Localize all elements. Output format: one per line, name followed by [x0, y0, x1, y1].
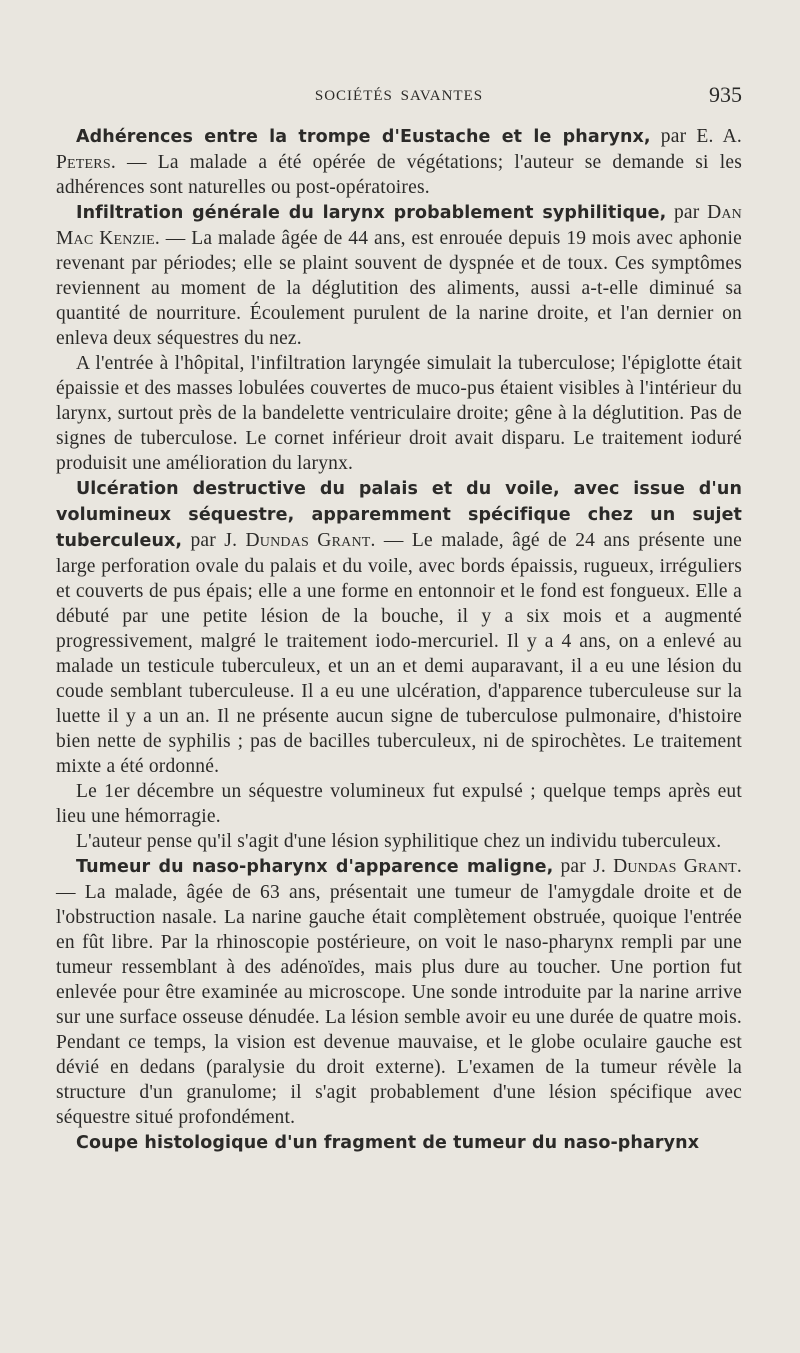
running-title: SOCIÉTÉS SAVANTES — [314, 88, 484, 104]
article-body — [56, 124, 742, 1156]
page-number: 935 — [709, 82, 742, 107]
section-tumeur — [56, 854, 742, 1130]
section-author: E. A. Peters — [56, 126, 743, 173]
section-by: par — [666, 202, 708, 223]
page-header — [56, 82, 742, 118]
section-infiltration — [56, 200, 742, 351]
section-author: J. Dundas Grant — [224, 530, 371, 551]
paragraph-text: L'auteur pense qu'il s'agit d'une lésion syphilitique chez un individu tuberculeux. — [76, 831, 722, 852]
section-by: par — [650, 126, 697, 147]
paragraph-text: A l'entrée à l'hôpital, l'infiltration laryngée simulait la tuberculose; l'épiglotte était épaissie et des masses lobulées couvertes de muco-pus étaient visibles à l'intérieur du larynx, surtout près de la bandelette ventriculaire droite; gêne à la déglutition. Pas de signes de tuberculose. Le cornet inférieur droit avait disparu. Le traitement ioduré produisit une amélioration du larynx. — [56, 353, 742, 474]
final-heading-paragraph — [56, 1130, 742, 1156]
section-by: par — [182, 530, 225, 551]
section-text: . — La malade a été opérée de végétations; l'auteur se demande si les adhérences sont naturelles ou post-opératoires. — [56, 152, 742, 198]
section-by: par — [553, 856, 594, 877]
section-text: . — La malade âgée de 44 ans, est enrouée depuis 19 mois avec aphonie revenant par périodes; elle se plaint souvent de dyspnée et de toux. Ces symptômes reviennent au moment de la déglutition des aliments, aussi a-t-elle diminué sa quantité de nourriture. Écoulement purulent de la narine droite, et l'an dernier on enleva deux séquestres du nez. — [56, 228, 742, 349]
section-heading: Adhérences entre la trompe d'Eustache et le pharynx, — [76, 127, 651, 147]
section-heading: Tumeur du naso-pharynx d'apparence maligne, — [76, 857, 554, 877]
section-adherences — [56, 124, 742, 200]
section-ulceration — [56, 476, 742, 779]
paragraph-author-opinion — [56, 829, 742, 854]
paragraph-text: Le 1er décembre un séquestre volumineux fut expulsé ; quelque temps après eut lieu une hémorragie. — [56, 781, 742, 827]
section-heading: Ulcération destructive du palais et du voile, avec issue d'un volumineux séquestre, apparemment spécifique chez un sujet tuberculeux, — [56, 479, 742, 551]
section-author: J. Dundas Grant — [593, 856, 737, 877]
paragraph-december — [56, 779, 742, 829]
section-text: . — La malade, âgée de 63 ans, présentait une tumeur de l'amygdale droite et de l'obstruction nasale. La narine gauche était complètement obstruée, quoique l'entrée en fût libre. Par la rhinoscopie postérieure, on voit le naso-pharynx rempli par une tumeur ressemblant à des adénoïdes, mais plus dure au toucher. Une portion fut enlevée pour être examinée au microscope. Une sonde introduite par la narine arrive sur une surface osseuse dénudée. La lésion semble avoir eu une durée de quatre mois. Pendant ce temps, la vision est devenue mauvaise, et le globe oculaire gauche est dévié en dedans (paralysie du droit externe). L'examen de la tumeur révèle la structure d'un granulome; il s'agit probablement d'une lésion spécifique avec séquestre situé profondément. — [56, 856, 742, 1128]
section-author: Dan Mac Kenzie — [56, 202, 742, 249]
final-heading: Coupe histologique d'un fragment de tumeur du naso-pharynx — [76, 1133, 700, 1153]
section-text: . — Le malade, âgé de 24 ans présente une large perforation ovale du palais et du voile, avec bords épaissis, rugueux, irréguliers et couverts de pus épais; elle a une forme en entonnoir et le fond est fongueux. Elle a débuté par une petite lésion de la bouche, il y a six mois et a augmenté progressivement, malgré le traitement iodo-mercuriel. Il y a 4 ans, on a enlevé au malade un testicule tuberculeux, et un an et demi auparavant, il a eu une lésion du coude semblant tuberculeuse. Il a eu une ulcération, d'apparence tuberculeuse sur la luette il y a un an. Il ne présente aucun signe de tuberculose pulmonaire, d'histoire bien nette de syphilis ; pas de bacilles tuberculeux, ni de spirochètes. Le traitement mixte a été ordonné. — [56, 530, 742, 777]
section-heading: Infiltration générale du larynx probablement syphilitique, — [76, 203, 667, 223]
paragraph-infiltration-followup — [56, 351, 742, 476]
